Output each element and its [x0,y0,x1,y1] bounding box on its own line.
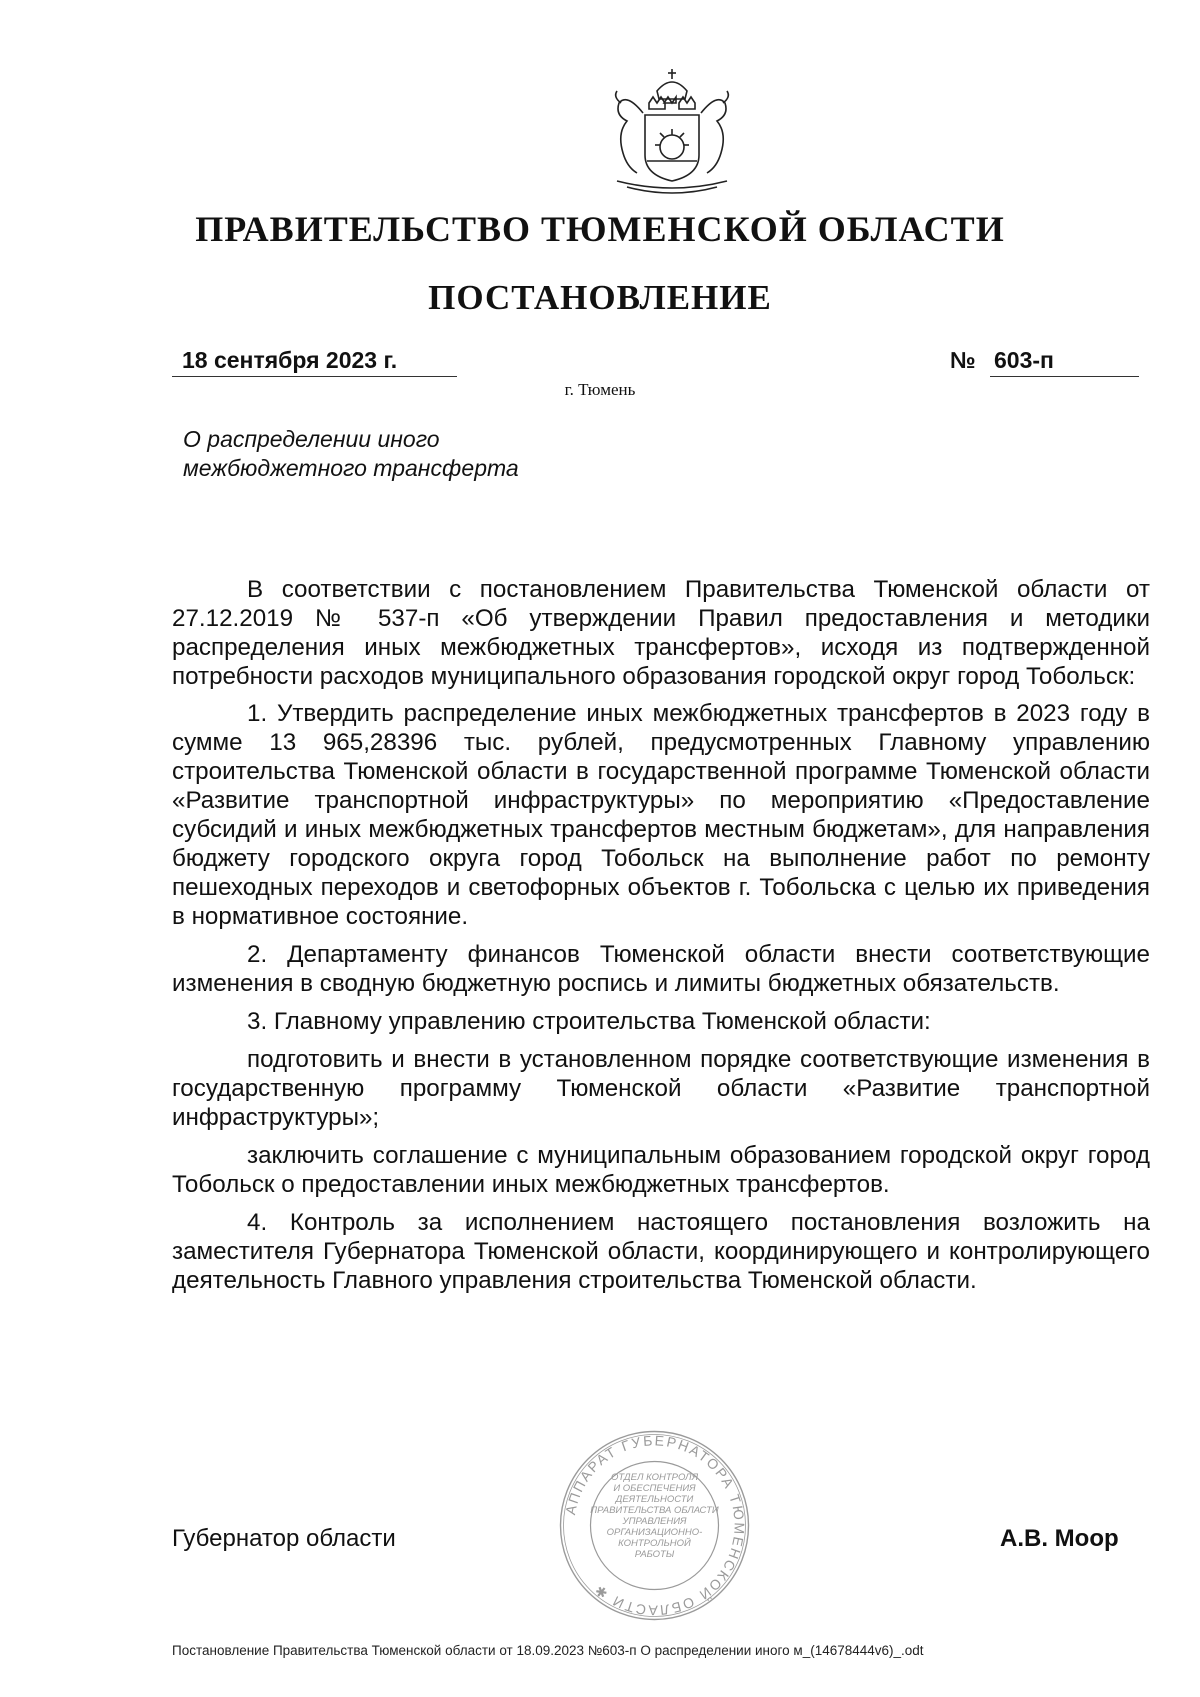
paragraph-preamble: В соответствии с постановлением Правительства Тюменской области от 27.12.2019 № 537-п «Об утверждении Правил предоставления и методики распределения иных межбюджетных трансфертов», исходя из подтвержденной потребности расходов муниципального образования городской округ город Тобольск: [172,576,1150,690]
svg-text:АППАРАТ ГУБЕРНАТОРА ТЮМЕНСКОЙ: АППАРАТ ГУБЕРНАТОРА ТЮМЕНСКОЙ ОБЛАСТИ ✱ [562,1432,748,1619]
svg-text:ДЕЯТЕЛЬНОСТИ: ДЕЯТЕЛЬНОСТИ [615,1494,694,1505]
document-subject [183,425,633,483]
svg-text:РАБОТЫ: РАБОТЫ [634,1549,675,1560]
paragraph-item-3: 3. Главному управлению строительства Тюменской области: [247,1008,931,1035]
svg-text:УПРАВЛЕНИЯ: УПРАВЛЕНИЯ [622,1516,687,1527]
government-title: ПРАВИТЕЛЬСТВО ТЮМЕНСКОЙ ОБЛАСТИ [195,209,1005,249]
paragraph-item-3-sub-2: заключить соглашение с муниципальным образованием городской округ город Тобольск о предоставлении иных межбюджетных трансфертов. [172,1142,1150,1198]
official-stamp-icon [557,1428,752,1623]
signature-name: А.В. Моор [1000,1525,1119,1552]
coat-of-arms-icon [597,63,747,198]
number-sign: № [950,347,976,373]
svg-text:ПРАВИТЕЛЬСТВА ОБЛАСТИ: ПРАВИТЕЛЬСТВА ОБЛАСТИ [590,1505,719,1516]
svg-text:ОТДЕЛ КОНТРОЛЯ: ОТДЕЛ КОНТРОЛЯ [610,1472,699,1483]
signature-title: Губернатор области [172,1525,396,1552]
paragraph-item-3-sub-1: подготовить и внести в установленном порядке соответствующие изменения в государственную программу Тюменской области «Развитие транспортной инфраструктуры»; [172,1046,1150,1131]
svg-text:И ОБЕСПЕЧЕНИЯ: И ОБЕСПЕЧЕНИЯ [613,1483,696,1494]
number-value: 603-п [990,347,1139,377]
paragraph-item-4: 4. Контроль за исполнением настоящего постановления возложить на заместителя Губернатора Тюменской области, координирующего и контролирующего деятельность Главного управления строительства Тюменской области. [172,1209,1150,1294]
document-body [172,575,1150,1304]
subject-line-2: межбюджетного трансферта [183,455,519,481]
svg-text:КОНТРОЛЬНОЙ: КОНТРОЛЬНОЙ [618,1538,691,1549]
subject-line-1: О распределении иного [183,426,440,452]
paragraph-item-1: 1. Утвердить распределение иных межбюджетных трансфертов в 2023 году в сумме 13 965,28396 тыс. рублей, предусмотренных Главному управлению строительства Тюменской области в государственной программе Тюменской области «Развитие транспортной инфраструктуры» по мероприятию «Предоставление субсидий и иных межбюджетных трансфертов местным бюджетам», для направления бюджету городского округа город Тобольск на выполнение работ по ремонту пешеходных переходов и светофорных объектов г. Тобольска с целью их приведения в нормативное состояние. [172,700,1150,930]
svg-text:ОРГАНИЗАЦИОННО-: ОРГАНИЗАЦИОННО- [606,1527,703,1538]
document-date: 18 сентября 2023 г. [172,347,457,377]
document-footer: Постановление Правительства Тюменской области от 18.09.2023 №603-п О распределении иного м_(14678444v6)_.odt [172,1643,924,1658]
document-number [950,347,1140,377]
city: г. Тюмень [564,380,636,399]
document-type: ПОСТАНОВЛЕНИЕ [428,278,772,317]
paragraph-item-2: 2. Департаменту финансов Тюменской области внести соответствующие изменения в сводную бюджетную роспись и лимиты бюджетных обязательств. [172,941,1150,997]
